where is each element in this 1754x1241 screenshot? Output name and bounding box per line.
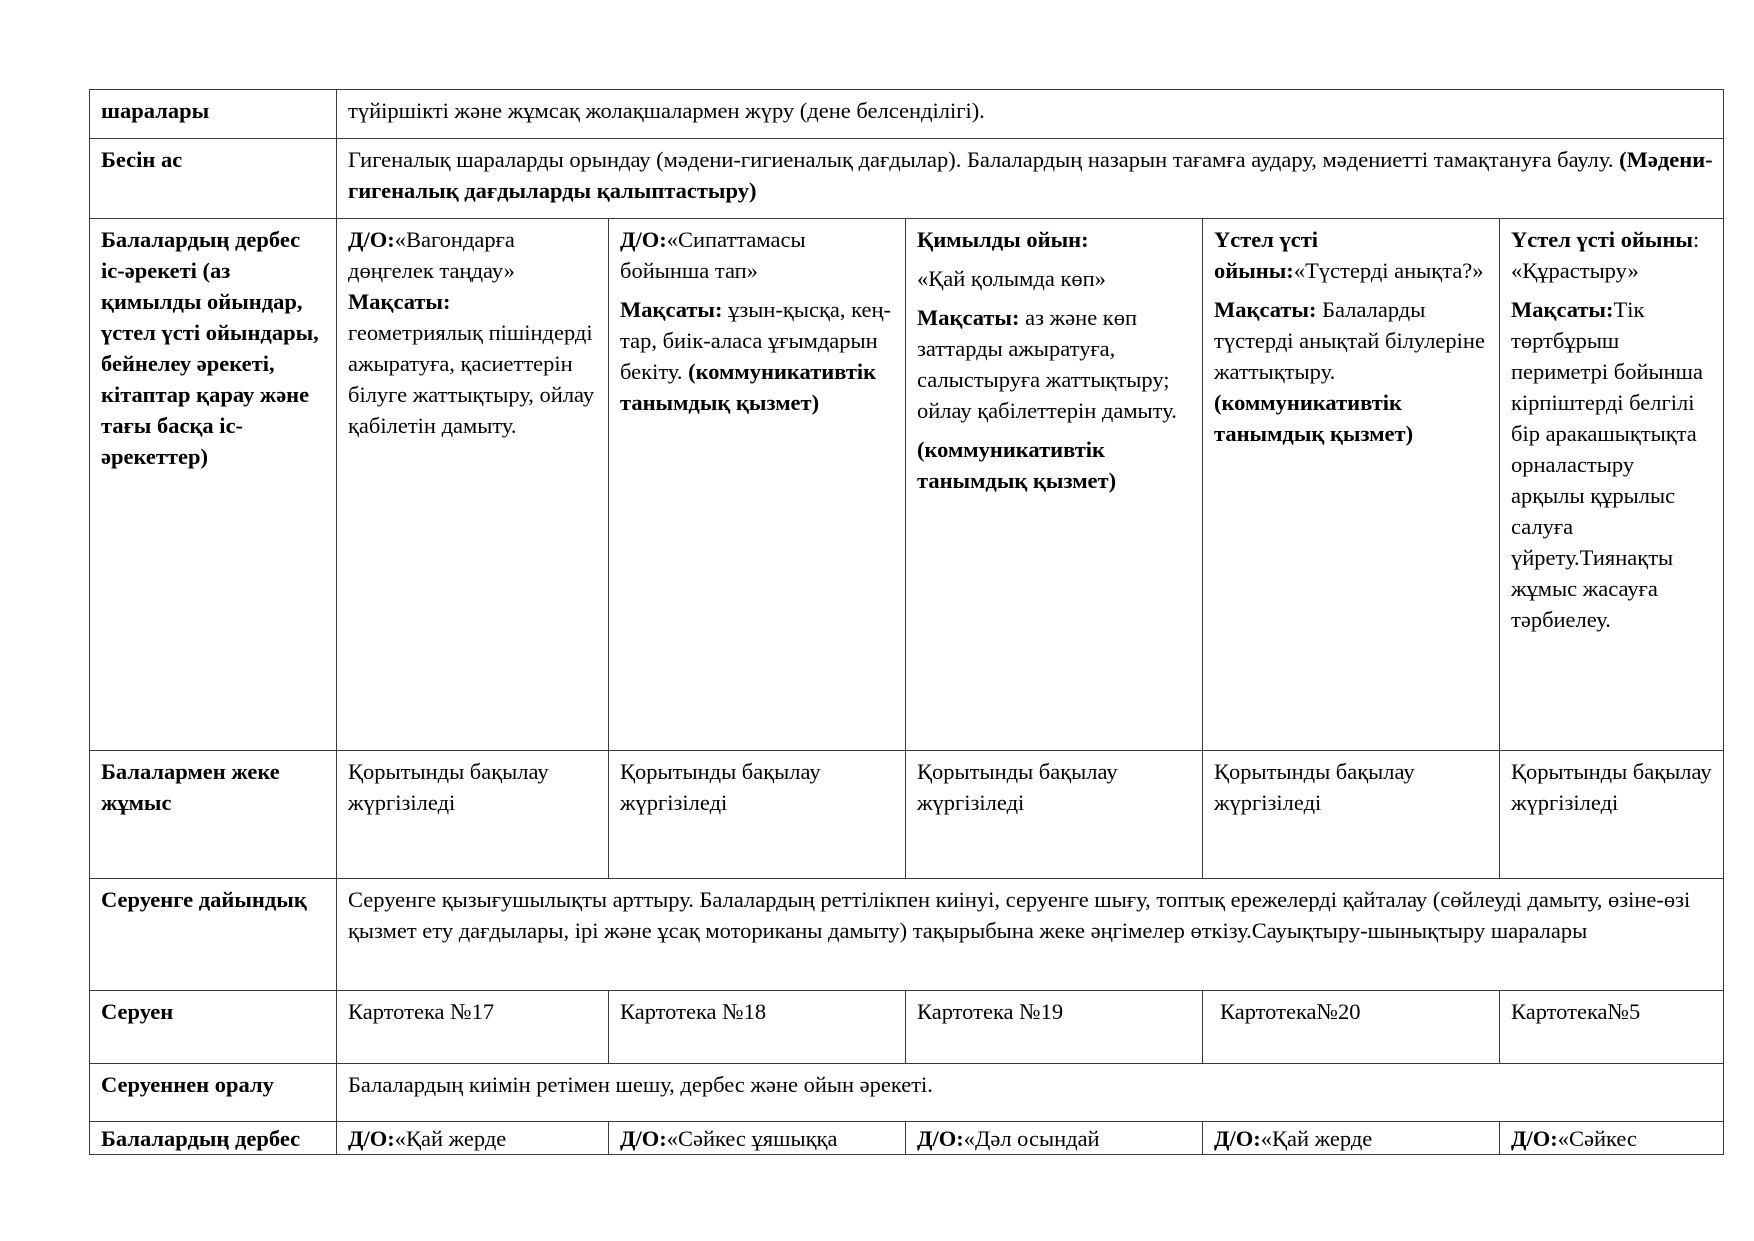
goal-paragraph bbox=[1214, 294, 1489, 449]
card-index-cell: Картотека №17 bbox=[337, 991, 609, 1064]
row-derbes-2 bbox=[90, 1122, 1724, 1155]
game-prefix: Үстел үсті ойыны bbox=[1511, 227, 1693, 252]
label-text: Бесін ас bbox=[101, 147, 183, 172]
goal-text: геометриялық пішіндерді ажыратуға, қасиеттерін білуге жаттықтыру, ойлау қабілетін дамыту. bbox=[348, 320, 595, 438]
goal-text: аз және көп заттарды ажыратуға, салыстыруға жаттықтыру; ойлау қабілеттерін дамыту. bbox=[917, 305, 1177, 423]
activity-cell-3 bbox=[906, 219, 1203, 751]
game-prefix: Үстел үсті ойыны: bbox=[1214, 227, 1319, 283]
row-seruenge-dayyndyk bbox=[90, 879, 1724, 991]
label-text: Серуеннен оралу bbox=[101, 1072, 274, 1097]
row-label bbox=[90, 879, 337, 991]
game-title: «Сәйкес bbox=[1557, 1126, 1637, 1151]
goal-label: Мақсаты: bbox=[620, 297, 723, 322]
observation-cell: Қорытынды бақылау жүргізіледі bbox=[337, 751, 609, 879]
row-content bbox=[337, 1064, 1724, 1122]
goal-paragraph bbox=[1511, 294, 1713, 635]
label-text: Балалардың дербес іс-әрекеті (аз қимылды ойындар, үстел үсті ойындары, бейнелеу әрекеті, кітаптар қарау және тағы басқа іс-әрекеттер) bbox=[101, 227, 319, 469]
game-prefix: Д/О: bbox=[1511, 1126, 1558, 1151]
row-label bbox=[90, 751, 337, 879]
activity-cell bbox=[337, 1122, 609, 1155]
row-label bbox=[90, 1064, 337, 1122]
goal-tag: (коммуникативтік танымдық қызмет) bbox=[1214, 390, 1414, 446]
goal-paragraph bbox=[620, 294, 895, 418]
game-prefix: Д/О: bbox=[1214, 1126, 1261, 1151]
goal-label: Мақсаты: bbox=[1511, 297, 1614, 322]
content-text: түйіршікті және жұмсақ жолақшалармен жүру (дене белсенділігі). bbox=[348, 98, 985, 123]
content-bold-text: (Мәдени-гигеналық дағдыларды қалыптастыру) bbox=[348, 147, 1713, 203]
game-prefix: Д/О: bbox=[620, 227, 667, 252]
row-seruen bbox=[90, 991, 1724, 1064]
label-text: Балалармен жеке жұмыс bbox=[101, 759, 280, 815]
game-title: «Қай қолымда көп» bbox=[917, 266, 1106, 291]
goal-text: Балаларды түстерді анықтай білулеріне жаттықтыру. bbox=[1214, 297, 1485, 384]
card-index-cell: Картотека №19 bbox=[906, 991, 1203, 1064]
activity-cell-2 bbox=[609, 219, 906, 751]
daily-plan-table bbox=[89, 89, 1724, 1155]
activity-cell-4 bbox=[1203, 219, 1500, 751]
game-title: «Түстерді анықта?» bbox=[1293, 258, 1484, 283]
game-prefix: Д/О: bbox=[348, 227, 395, 252]
goal-paragraph bbox=[917, 302, 1192, 426]
label-text: Серуен bbox=[101, 999, 174, 1024]
observation-cell: Қорытынды бақылау жүргізіледі bbox=[1203, 751, 1500, 879]
goal-text: ұзын-қысқа, кең-тар, биік-аласа ұғымдарын бекіту. bbox=[620, 297, 892, 384]
label-text: шаралары bbox=[101, 98, 210, 123]
row-content bbox=[337, 139, 1724, 219]
content-text: Балалардың киімін ретімен шешу, дербес және ойын әрекеті. bbox=[348, 1072, 933, 1097]
row-label bbox=[90, 90, 337, 139]
row-label bbox=[90, 991, 337, 1064]
game-prefix: Д/О: bbox=[620, 1126, 667, 1151]
observation-cell: Қорытынды бақылау жүргізіледі bbox=[609, 751, 906, 879]
goal-tag: (коммуникативтік танымдық қызмет) bbox=[917, 437, 1117, 493]
goal-text: Тік төртбұрыш периметрі бойынша кірпіштерді белгілі бір аракашықтықта орналастыру арқылы құрылыс салуға үйрету.Тиянақты жұмыс жасауға тәрбиелеу. bbox=[1511, 297, 1703, 632]
game-title: «Вагондарға дөңгелек таңдау» bbox=[348, 227, 515, 283]
game-title: «Қай жерде bbox=[394, 1126, 507, 1151]
card-index-text: Картотека№20 bbox=[1220, 999, 1361, 1024]
game-colon: : bbox=[1693, 227, 1700, 252]
game-title: «Қай жерде bbox=[1260, 1126, 1373, 1151]
row-derbes bbox=[90, 219, 1724, 751]
game-prefix: Д/О: bbox=[348, 1126, 395, 1151]
activity-cell-5 bbox=[1500, 219, 1724, 751]
row-content bbox=[337, 879, 1724, 991]
row-label bbox=[90, 139, 337, 219]
row-content bbox=[337, 90, 1724, 139]
game-prefix: Д/О: bbox=[917, 1126, 964, 1151]
activity-cell bbox=[1203, 1122, 1500, 1155]
card-index-cell bbox=[1203, 991, 1500, 1064]
activity-cell-1 bbox=[337, 219, 609, 751]
content-text: Гигеналық шараларды орындау (мәдени-гигиеналық дағдылар). Балалардың назарын тағамға аудару, мәдениетті тамақтануға баулу. bbox=[348, 147, 1620, 172]
activity-cell bbox=[906, 1122, 1203, 1155]
game-title: «Құрастыру» bbox=[1511, 258, 1639, 283]
row-seruennen-oralu bbox=[90, 1064, 1724, 1122]
game-title: «Дәл осындай bbox=[963, 1126, 1100, 1151]
observation-cell: Қорытынды бақылау жүргізіледі bbox=[906, 751, 1203, 879]
card-index-cell: Картотека№5 bbox=[1500, 991, 1724, 1064]
goal-label: Мақсаты: bbox=[917, 305, 1020, 330]
label-text: Балалардың дербес bbox=[101, 1126, 301, 1151]
goal-tag: (коммуникативтік танымдық қызмет) bbox=[620, 359, 877, 415]
activity-cell bbox=[1500, 1122, 1724, 1155]
game-prefix: Қимылды ойын: bbox=[917, 227, 1089, 252]
activity-cell bbox=[609, 1122, 906, 1155]
card-index-cell: Картотека №18 bbox=[609, 991, 906, 1064]
goal-label: Мақсаты: bbox=[1214, 297, 1317, 322]
row-sharalary bbox=[90, 90, 1724, 139]
goal-label: Мақсаты: bbox=[348, 289, 451, 314]
content-text: Серуенге қызығушылықты арттыру. Балалардың реттілікпен киінуі, серуенге шығу, топтық ережелерді қайталау (сөйлеуді дамыту, өзіне-өзі қызмет ету дағдылары, ірі және ұсақ моториканы дамыту) тақырыбына жеке әңгімелер өткізу.Сауықтыру-шынықтыру шаралары bbox=[348, 887, 1691, 943]
row-label bbox=[90, 1122, 337, 1155]
row-besin-as bbox=[90, 139, 1724, 219]
game-title: «Сипаттамасы бойынша тап» bbox=[620, 227, 806, 283]
row-label bbox=[90, 219, 337, 751]
row-zheke-zhumys bbox=[90, 751, 1724, 879]
observation-cell: Қорытынды бақылау жүргізіледі bbox=[1500, 751, 1724, 879]
game-title: «Сәйкес ұяшыққа bbox=[666, 1126, 838, 1151]
label-text: Серуенге дайындық bbox=[101, 887, 307, 912]
